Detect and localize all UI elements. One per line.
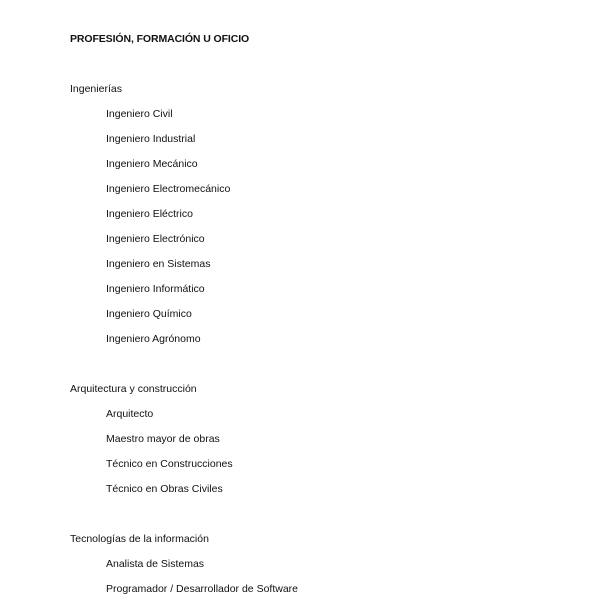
list-item: Técnico en Obras Civiles — [106, 483, 223, 495]
list-item: Ingeniero Informático — [106, 283, 205, 295]
list-item: Técnico en Construcciones — [106, 458, 233, 470]
list-item: Ingeniero en Sistemas — [106, 258, 211, 270]
list-item: Ingeniero Electromecánico — [106, 183, 231, 195]
list-item: Programador / Desarrollador de Software — [106, 583, 299, 595]
list-item: Ingeniero Agrónomo — [106, 333, 201, 345]
list-item: Ingeniero Electrónico — [106, 233, 205, 245]
list-item: Arquitecto — [106, 408, 154, 420]
page-title: PROFESIÓN, FORMACIÓN U OFICIO — [70, 33, 250, 45]
list-item: Analista de Sistemas — [106, 558, 205, 570]
list-item: Maestro mayor de obras — [106, 433, 220, 445]
list-item: Ingeniero Químico — [106, 308, 192, 320]
section-heading-tecnologias: Tecnologías de la información — [70, 533, 209, 545]
list-item: Ingeniero Eléctrico — [106, 208, 193, 220]
section-heading-arquitectura: Arquitectura y construcción — [70, 383, 197, 395]
section-heading-ingenierias: Ingenierías — [70, 83, 122, 95]
list-item: Ingeniero Industrial — [106, 133, 196, 145]
list-item: Ingeniero Mecánico — [106, 158, 198, 170]
list-item: Ingeniero Civil — [106, 108, 173, 120]
